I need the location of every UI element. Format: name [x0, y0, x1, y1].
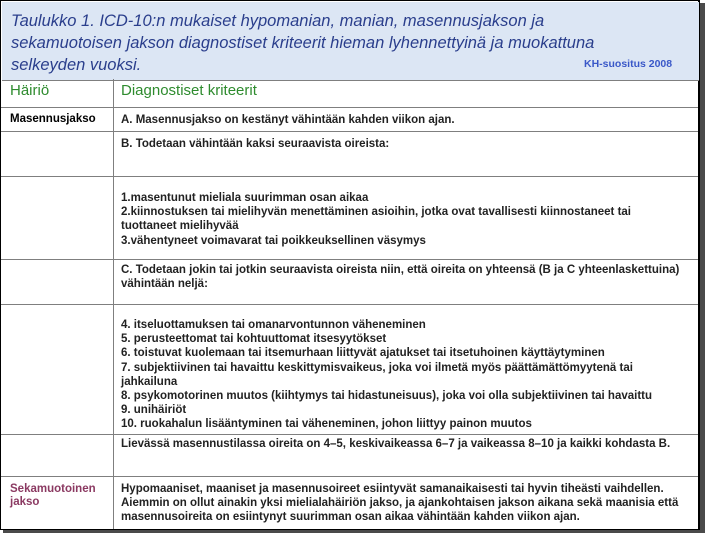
header-disorder: Häiriö — [10, 82, 50, 99]
list-item: jahkailuna — [121, 375, 178, 388]
criterion-line: Hypomaaniset, maaniset ja masennusoireet esiintyvät samanaikaisesti tai hyvin tiheästi vaihdellen. — [121, 483, 664, 495]
criterion-line: masennusoireita on esiintynyt suurimman osan aikaa vähintään kahden viikon ajan. — [121, 511, 580, 524]
header-criteria: Diagnostiset kriteerit — [121, 82, 257, 99]
source-label: KH-suositus 2008 — [584, 58, 673, 70]
label-line: Sekamuotoinen — [10, 483, 96, 495]
list-item: 3.vähentyneet voimavarat tai poikkeuksellinen väsymys — [121, 234, 426, 247]
title-line: selkeyden vuoksi. — [11, 56, 142, 74]
table-title — [11, 10, 601, 76]
row-divider — [1, 434, 698, 435]
row-divider — [1, 176, 698, 177]
row-divider — [1, 304, 698, 305]
criterion-b: B. Todetaan vähintään kaksi seuraavista oireista: — [121, 138, 390, 150]
list-item: 5. perusteettomat tai kohtuuttomat itsesyytökset — [121, 333, 387, 346]
criterion-c — [121, 263, 680, 291]
row-divider — [1, 476, 698, 477]
severity-note: Lievässä masennustilassa oireita on 4–5, keskivaikeassa 6–7 ja vaikeassa 8–10 ja kaikki kohdasta B. — [121, 438, 671, 450]
label-sekamuotoinen-jakso — [10, 483, 96, 509]
list-item: 2.kiinnostuksen tai mielihyvän menettäminen asioihin, jotka ovat tavallisesti kiinnostaneet tai — [121, 206, 631, 219]
list-item: 9. unihäiriöt — [121, 404, 187, 417]
criterion-c-items — [121, 318, 676, 432]
list-item: 8. psykomotorinen muutos (kiihtymys tai hidastuneisuus), joka voi olla subjektiivinen tai havaittu — [121, 390, 653, 403]
title-line: sekamuotoisen jakson diagnostiset kriteerit hieman lyhennettyinä ja muokattuna — [11, 34, 595, 52]
label-line: jakso — [10, 496, 40, 508]
row-divider — [1, 131, 698, 132]
row-divider — [1, 259, 698, 260]
criterion-sekamuotoinen — [121, 482, 679, 525]
label-masennusjakso: Masennusjakso — [10, 113, 96, 125]
list-item: 4. itseluottamuksen tai omanarvontunnon väheneminen — [121, 319, 426, 331]
criterion-line: vähintään neljä: — [121, 278, 208, 291]
criterion-a: A. Masennusjakso on kestänyt vähintään kahden viikon ajan. — [121, 114, 455, 126]
row-divider — [1, 107, 698, 108]
list-item: 6. toistuvat kuolemaan tai itsemurhaan liittyvät ajatukset tai itsetuhoinen käyttäytyminen — [121, 347, 605, 360]
criterion-line: Aiemmin on ollut ainakin yksi mielialahäiriön jakso, ja ajankohtaisen jakson aikana sekä maanisia että — [121, 497, 679, 510]
list-item: 1.masentunut mieliala suurimman osan aikaa — [121, 192, 369, 204]
title-box — [2, 2, 699, 81]
list-item: tuottaneet mielihyvää — [121, 220, 239, 233]
list-item: 7. subjektiivinen tai havaittu keskittymisvaikeus, joka voi ilmetä myös päättämättömyytenä tai — [121, 361, 633, 374]
criterion-line: C. Todetaan jokin tai jotkin seuraavista oireista niin, että oireita on yhteensä (B ja C yhteenlaskettuina) — [121, 264, 680, 276]
criterion-b-items — [121, 191, 676, 248]
list-item: 10. ruokahalun lisääntyminen tai väheneminen, johon liittyy painon muutos — [121, 418, 532, 431]
frame-shadow-right — [700, 3, 705, 530]
title-line: Taulukko 1. ICD-10:n mukaiset hypomanian, manian, masennusjakson ja — [11, 12, 545, 30]
